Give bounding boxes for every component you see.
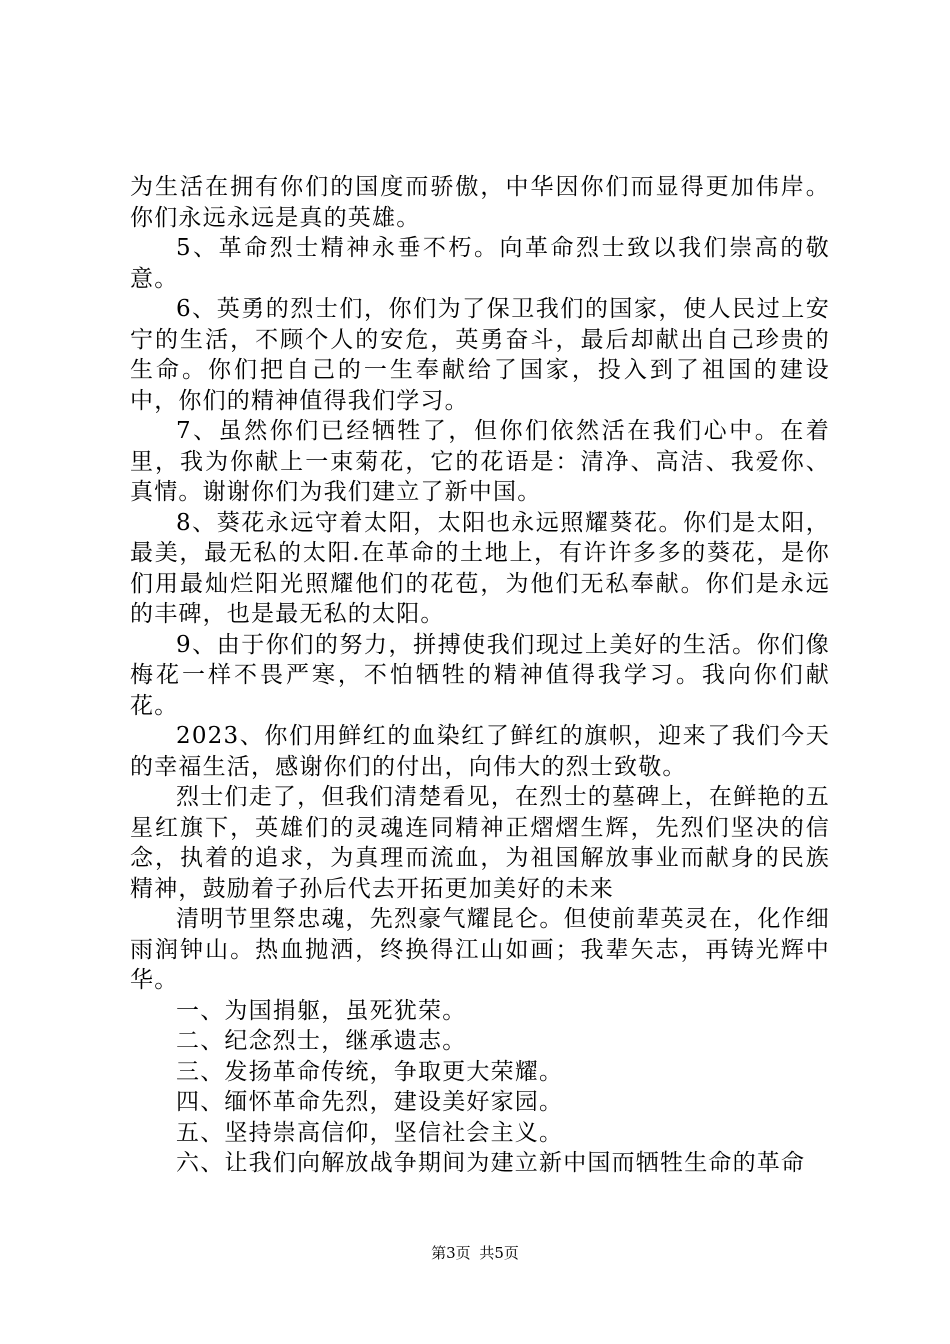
slogan-1: 一、为国捐躯，虽死犹荣。 [176, 997, 467, 1024]
page-total: 共5页 [479, 1244, 519, 1262]
paragraph-qingming-poem: 清明节里祭忠魂，先烈豪气耀昆仑。但使前辈英灵在，化作细雨润钟山。热血抛洒，终换得江山如画；我辈矢志，再铸光辉中华。 [130, 906, 830, 993]
document-body [130, 172, 830, 1179]
paragraph-item-8: 8、葵花永远守着太阳，太阳也永远照耀葵花。你们是太阳，最美，最无私的太阳.在革命的土地上，有许许多多的葵花，是你们用最灿烂阳光照耀他们的花苞，为他们无私奉献。你们是永远的丰碑，也是最无私的太阳。 [130, 509, 830, 627]
paragraph-item-7: 7、虽然你们已经牺牲了，但你们依然活在我们心中。在着里，我为你献上一束菊花，它的花语是：清净、高洁、我爱你、真情。谢谢你们为我们建立了新中国。 [130, 418, 830, 505]
slogan-3: 三、发扬革命传统，争取更大荣耀。 [176, 1058, 564, 1085]
slogan-4: 四、缅怀革命先烈，建设美好家园。 [176, 1089, 564, 1115]
paragraph-martyrs: 烈士们走了，但我们清楚看见，在烈士的墓碑上，在鲜艳的五星红旗下，英雄们的灵魂连同精神正熠熠生辉，先烈们坚决的信念，执着的追求，为真理而流血，为祖国解放事业而献身的民族精神，鼓励着子孙后代去开拓更加美好的未来 [130, 784, 830, 902]
page-number: 第3页 [431, 1244, 471, 1262]
paragraph-item-5: 5、革命烈士精神永垂不朽。向革命烈士致以我们崇高的敬意。 [130, 235, 830, 292]
slogan-5: 五、坚持崇高信仰，坚信社会主义。 [176, 1119, 564, 1146]
paragraph-item-6: 6、英勇的烈士们，你们为了保卫我们的国家，使人民过上安宁的生活，不顾个人的安危，英勇奋斗，最后却献出自己珍贵的生命。你们把自己的一生奉献给了国家，投入到了祖国的建设中，你们的精神值得我们学习。 [130, 296, 830, 414]
paragraph-item-9: 9、由于你们的努力，拼搏使我们现过上美好的生活。你们像梅花一样不畏严寒，不怕牺牲的精神值得我学习。我向你们献花。 [130, 631, 830, 719]
page-footer [0, 1242, 950, 1263]
paragraph-continuation: 为生活在拥有你们的国度而骄傲，中华因你们而显得更加伟岸。你们永远永远是真的英雄。 [130, 174, 830, 231]
slogan-6: 六、让我们向解放战争期间为建立新中国而牺牲生命的革命 [176, 1150, 806, 1176]
slogan-2: 二、纪念烈士，继承遗志。 [176, 1028, 467, 1054]
paragraph-item-2023: 2023、你们用鲜红的血染红了鲜红的旗帜，迎来了我们今天的幸福生活，感谢你们的付出，向伟大的烈士致敬。 [130, 723, 830, 780]
